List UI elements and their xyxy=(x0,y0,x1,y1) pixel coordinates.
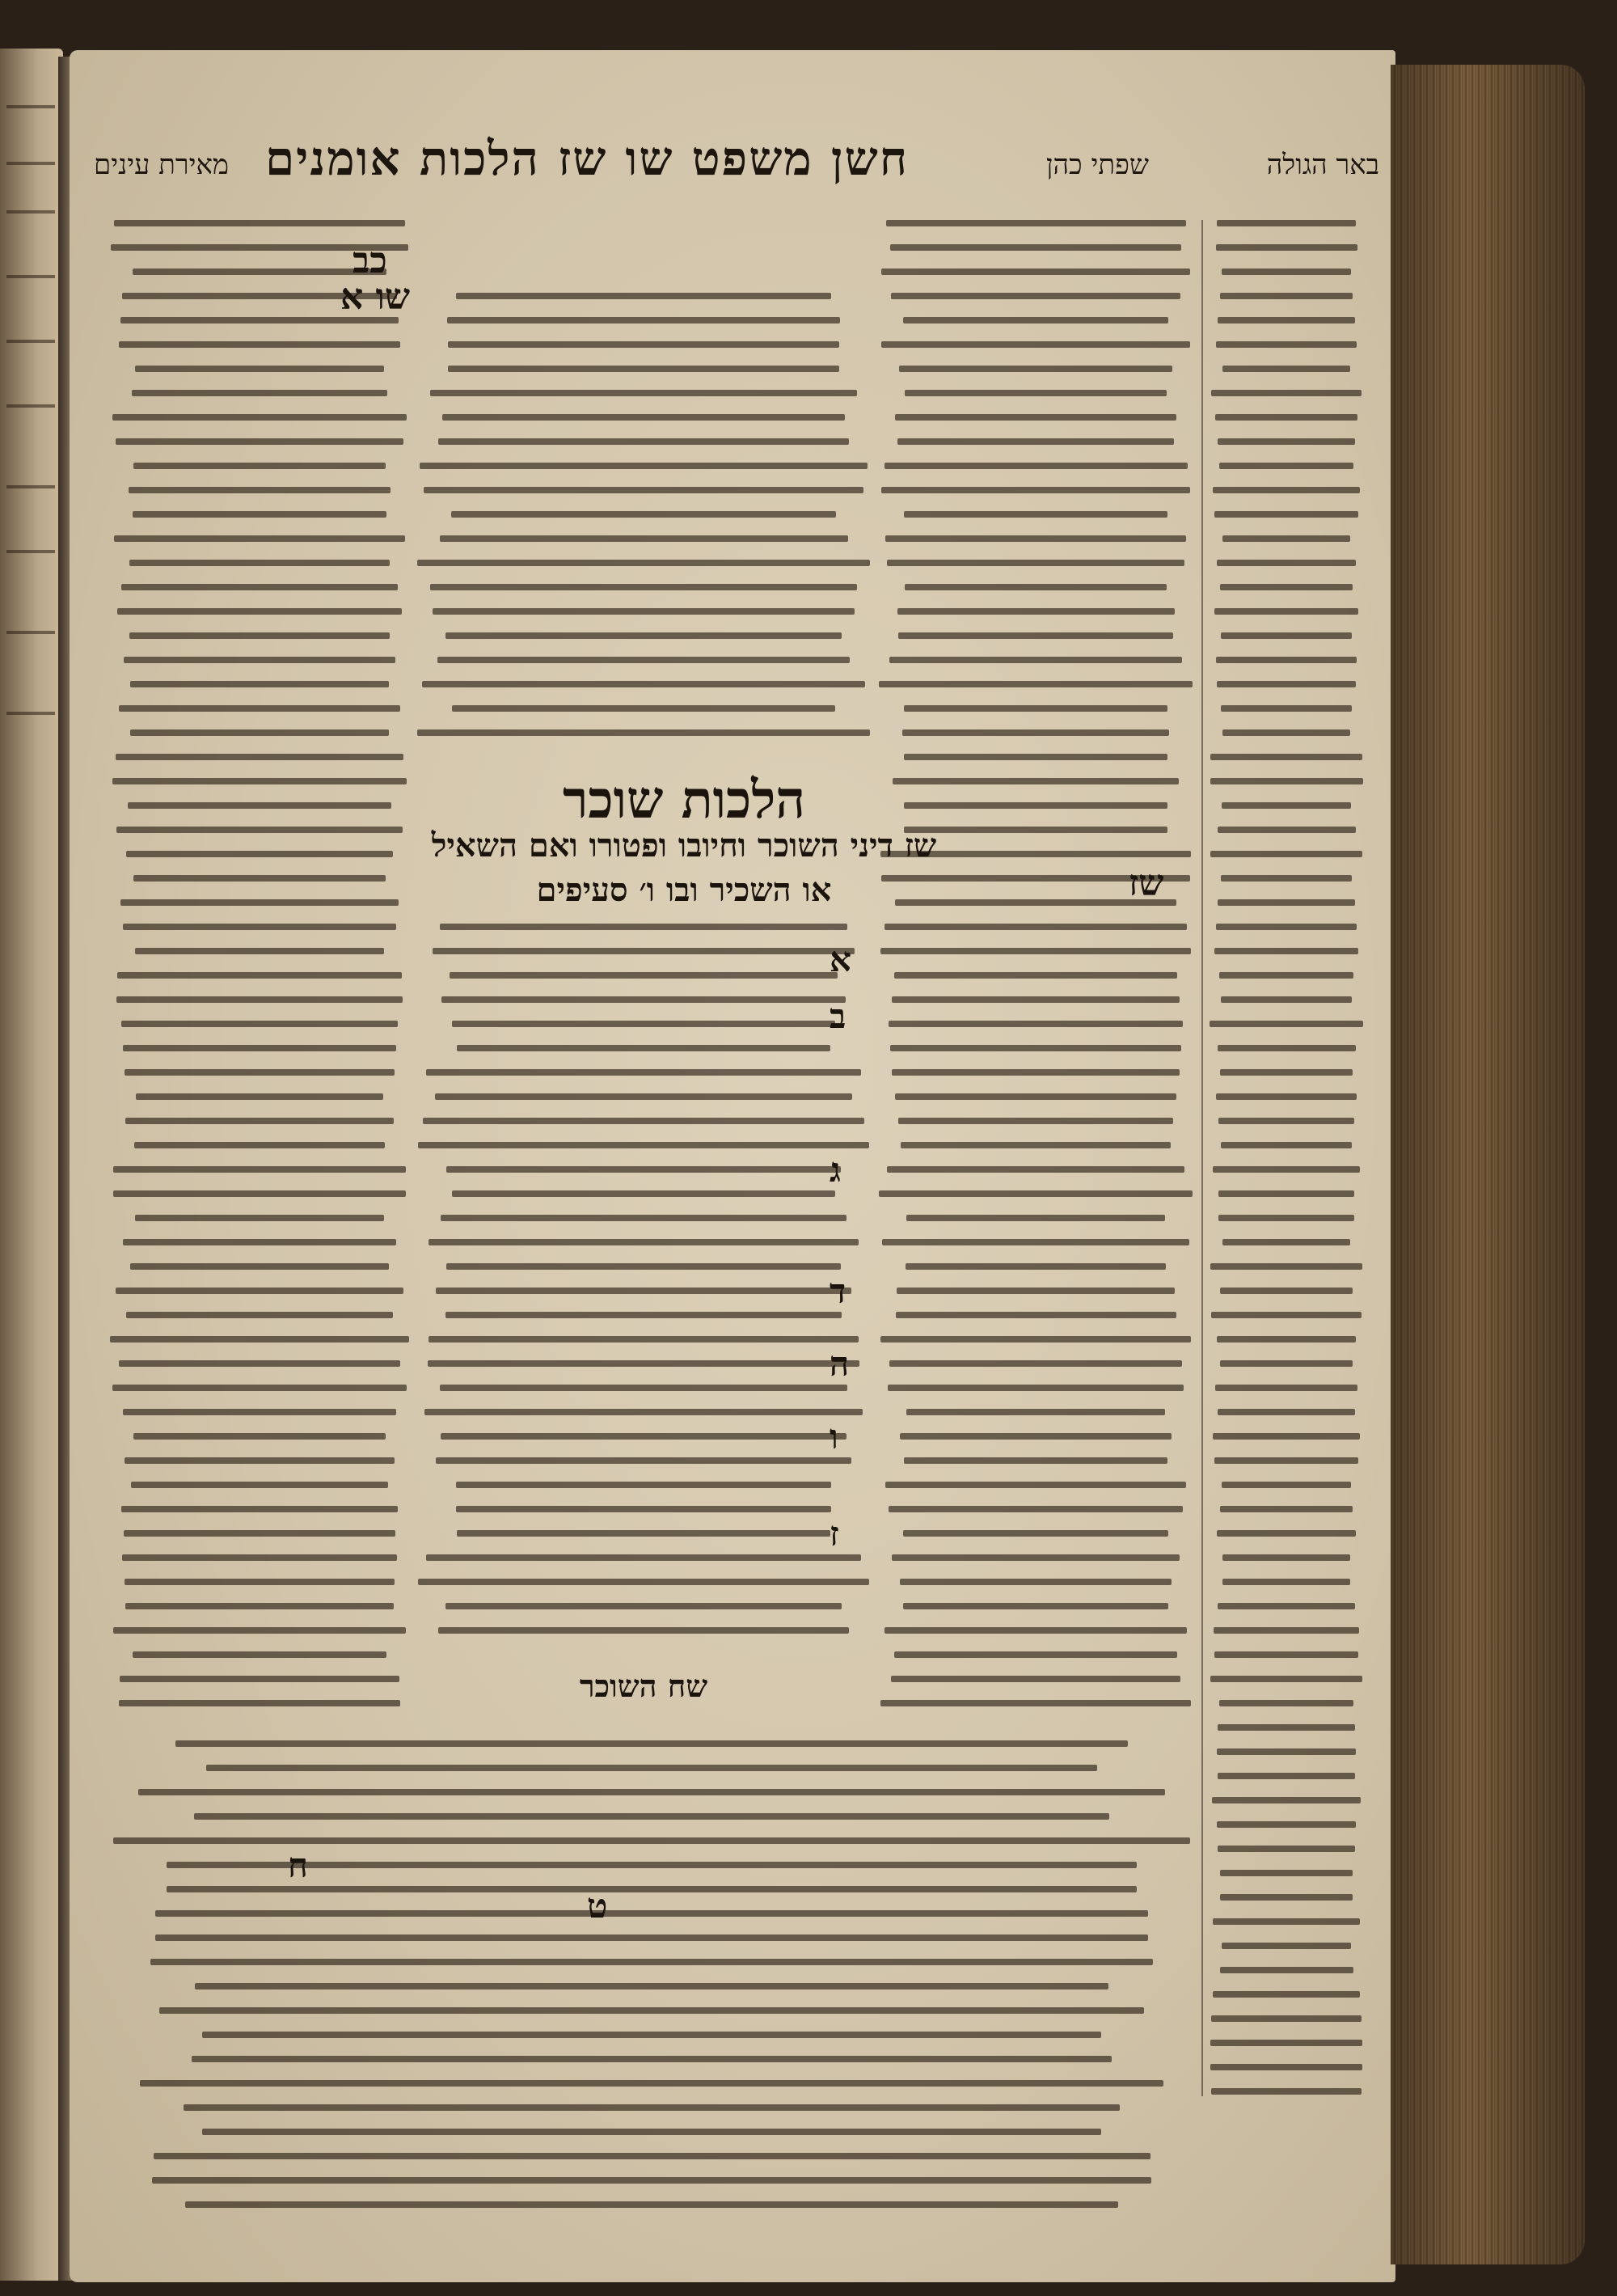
text-line xyxy=(885,535,1186,542)
text-line xyxy=(120,899,399,906)
text-line xyxy=(125,1457,395,1464)
text-line xyxy=(890,1045,1181,1051)
text-line xyxy=(457,1530,830,1537)
text-line xyxy=(130,1263,390,1270)
text-line xyxy=(903,1530,1167,1537)
text-line xyxy=(900,1579,1172,1585)
text-line xyxy=(897,608,1175,615)
text-line xyxy=(457,1045,830,1051)
text-line xyxy=(1216,657,1357,663)
sif-marker-chet: ח xyxy=(288,1846,308,1885)
text-line xyxy=(202,2129,1102,2135)
text-line xyxy=(436,1288,851,1294)
text-line xyxy=(159,2007,1143,2014)
text-line xyxy=(1211,1312,1362,1318)
text-line xyxy=(130,729,390,736)
text-line xyxy=(904,1457,1167,1464)
sif-marker-gimel: ג xyxy=(830,1150,841,1190)
sif-marker-alef: א xyxy=(830,940,851,979)
text-line xyxy=(1218,438,1355,445)
text-line xyxy=(438,1627,848,1634)
text-line xyxy=(898,1118,1173,1124)
text-line xyxy=(125,1069,395,1076)
text-line xyxy=(155,1934,1149,1941)
text-line xyxy=(1215,414,1357,421)
text-line xyxy=(433,948,855,954)
text-line xyxy=(1222,802,1351,809)
text-line xyxy=(880,948,1191,954)
text-line xyxy=(202,2032,1101,2038)
text-line xyxy=(882,1239,1190,1245)
text-line xyxy=(1218,1190,1354,1197)
text-line xyxy=(194,1813,1108,1820)
text-line xyxy=(1210,1021,1363,1027)
text-line xyxy=(429,1239,859,1245)
text-line xyxy=(904,754,1167,760)
siman-marker-kaf-bet: כב xyxy=(353,240,387,281)
text-line xyxy=(894,1651,1178,1658)
section-subtitle-line1: שז דיני השוכר וחיובו ופטורו ואם השאיל xyxy=(431,827,937,865)
text-line xyxy=(120,1676,399,1682)
text-line xyxy=(113,1627,406,1634)
text-line xyxy=(154,2153,1150,2159)
text-line xyxy=(900,1433,1172,1440)
text-line xyxy=(133,269,386,275)
text-line xyxy=(884,924,1188,930)
text-line xyxy=(418,1579,869,1585)
text-line xyxy=(897,1288,1174,1294)
sif-marker-vav: ו xyxy=(830,1417,838,1457)
text-line xyxy=(881,487,1189,493)
text-line xyxy=(437,657,849,663)
text-line xyxy=(893,778,1179,784)
text-line xyxy=(129,560,391,566)
text-line xyxy=(892,996,1179,1003)
text-line xyxy=(889,657,1182,663)
text-line xyxy=(113,1837,1191,1844)
text-line xyxy=(126,1312,393,1318)
text-line xyxy=(879,681,1193,687)
text-line xyxy=(1220,1288,1353,1294)
text-line xyxy=(447,317,840,323)
text-line xyxy=(1210,851,1362,857)
text-line xyxy=(906,1409,1165,1415)
text-line xyxy=(121,1021,397,1027)
text-line xyxy=(114,535,404,542)
text-line xyxy=(442,414,846,421)
text-line xyxy=(112,414,406,421)
text-line xyxy=(1220,1506,1352,1512)
text-line xyxy=(894,972,1176,979)
text-line xyxy=(436,1457,851,1464)
text-line xyxy=(1221,705,1352,712)
text-line xyxy=(1222,1554,1351,1561)
text-line xyxy=(1218,1409,1355,1415)
text-line xyxy=(116,827,403,833)
text-line xyxy=(450,972,838,979)
text-line xyxy=(133,1433,386,1440)
text-line xyxy=(1219,972,1353,979)
header-label-beer-hagolah: באר הגולה xyxy=(1266,149,1379,181)
text-line xyxy=(135,948,385,954)
text-line xyxy=(423,1118,865,1124)
text-line xyxy=(440,1385,846,1391)
text-line xyxy=(113,1166,406,1173)
text-line xyxy=(1211,2015,1361,2022)
text-line xyxy=(441,1433,847,1440)
text-line xyxy=(131,1482,388,1488)
siman-marker-top: שו א xyxy=(340,277,410,318)
text-line xyxy=(138,1789,1165,1795)
text-line xyxy=(112,1385,407,1391)
text-line xyxy=(902,729,1169,736)
text-line xyxy=(1216,244,1357,251)
text-line xyxy=(152,2177,1151,2184)
text-line xyxy=(1222,1239,1351,1245)
text-line xyxy=(124,1530,396,1537)
text-line xyxy=(133,463,386,469)
text-line xyxy=(448,366,840,372)
text-line xyxy=(904,511,1168,518)
text-line xyxy=(884,463,1188,469)
text-line xyxy=(898,632,1174,639)
text-line xyxy=(1218,1045,1356,1051)
text-line xyxy=(1220,1967,1353,1973)
text-line xyxy=(1220,1360,1353,1367)
text-line xyxy=(117,972,401,979)
text-line xyxy=(891,1676,1180,1682)
text-line xyxy=(452,1190,835,1197)
text-line xyxy=(441,1215,846,1221)
section-title: הלכות שוכר xyxy=(562,770,806,831)
text-line xyxy=(112,778,407,784)
text-line xyxy=(1214,608,1359,615)
text-line xyxy=(886,220,1186,226)
text-line xyxy=(1219,1700,1354,1706)
text-line xyxy=(133,511,387,518)
text-line xyxy=(1214,1627,1358,1634)
text-line xyxy=(119,705,401,712)
text-line xyxy=(441,996,846,1003)
text-line xyxy=(1221,1142,1351,1148)
text-line xyxy=(1214,1651,1358,1658)
text-line xyxy=(1218,1724,1356,1731)
text-line xyxy=(1220,1870,1353,1876)
text-line xyxy=(895,1093,1176,1100)
text-line xyxy=(130,681,389,687)
text-line xyxy=(1210,1263,1362,1270)
text-line xyxy=(901,1142,1171,1148)
text-line xyxy=(1212,1797,1361,1803)
text-line xyxy=(123,1239,397,1245)
text-line xyxy=(1222,1579,1349,1585)
text-line xyxy=(122,1554,396,1561)
text-line xyxy=(880,1336,1191,1343)
text-line xyxy=(896,1312,1176,1318)
text-line xyxy=(206,1765,1097,1771)
text-line xyxy=(905,390,1166,396)
text-line xyxy=(167,1862,1136,1868)
sif-marker-dalet: ד xyxy=(830,1271,846,1311)
text-line xyxy=(1222,269,1351,275)
text-line xyxy=(185,2201,1117,2208)
text-line xyxy=(1218,827,1356,833)
text-line xyxy=(135,1215,384,1221)
text-line xyxy=(887,560,1185,566)
next-siman-title: שח השוכר xyxy=(579,1668,708,1704)
text-line xyxy=(903,1603,1168,1609)
text-line xyxy=(1217,1821,1355,1828)
text-line xyxy=(1218,1846,1356,1852)
text-line xyxy=(184,2104,1120,2111)
text-line xyxy=(438,438,849,445)
text-line xyxy=(136,1093,383,1100)
text-line xyxy=(451,511,835,518)
text-line xyxy=(133,875,386,882)
text-line xyxy=(1218,1773,1356,1779)
text-line xyxy=(906,1215,1165,1221)
text-line xyxy=(881,269,1190,275)
text-line xyxy=(1219,463,1353,469)
text-line xyxy=(116,996,403,1003)
sif-marker-zayin: ז xyxy=(830,1514,839,1554)
text-line xyxy=(1222,366,1350,372)
text-line xyxy=(116,438,404,445)
text-line xyxy=(433,608,855,615)
text-line xyxy=(1217,1530,1355,1537)
text-line xyxy=(123,1045,396,1051)
text-line xyxy=(119,1700,400,1706)
text-line xyxy=(1218,1603,1355,1609)
text-line xyxy=(167,1886,1136,1892)
sif-marker-heh: ה xyxy=(830,1344,850,1384)
text-line xyxy=(420,463,868,469)
text-line xyxy=(1218,1215,1354,1221)
text-line xyxy=(892,1554,1180,1561)
text-line xyxy=(1214,1457,1358,1464)
text-line xyxy=(456,293,831,299)
text-line xyxy=(150,1959,1152,1965)
text-line xyxy=(1218,1118,1353,1124)
text-line xyxy=(175,1740,1127,1747)
text-line xyxy=(1221,996,1352,1003)
book-page xyxy=(70,50,1395,2282)
text-line xyxy=(456,1506,830,1512)
text-line xyxy=(1213,1991,1360,1998)
text-line xyxy=(1222,1943,1351,1949)
text-line xyxy=(133,1651,386,1658)
text-line xyxy=(1210,778,1363,784)
text-line xyxy=(110,1336,409,1343)
text-line xyxy=(114,220,405,226)
text-line xyxy=(1221,875,1352,882)
text-line xyxy=(899,366,1172,372)
text-line xyxy=(446,1166,842,1173)
text-line xyxy=(1210,2064,1362,2070)
text-line xyxy=(1213,1433,1360,1440)
text-line xyxy=(445,632,841,639)
text-line xyxy=(1222,535,1350,542)
text-line xyxy=(889,1506,1184,1512)
text-line xyxy=(140,2080,1163,2087)
text-line xyxy=(126,851,392,857)
text-line xyxy=(1220,584,1353,590)
text-line xyxy=(456,1482,831,1488)
meirat-einayim-column xyxy=(110,220,409,1724)
text-line xyxy=(135,366,384,372)
text-line xyxy=(1218,317,1356,323)
text-line xyxy=(119,1360,400,1367)
text-line xyxy=(128,802,391,809)
text-line xyxy=(1220,1894,1353,1901)
header-label-siftei-kohen: שפתי כהן xyxy=(1045,149,1149,181)
text-line xyxy=(195,1983,1108,1989)
page-header xyxy=(94,131,1379,204)
text-line xyxy=(891,293,1180,299)
text-line xyxy=(417,560,870,566)
text-line xyxy=(1221,632,1351,639)
text-line xyxy=(904,802,1168,809)
text-line xyxy=(1214,511,1358,518)
text-line xyxy=(1220,1069,1353,1076)
text-line xyxy=(1210,754,1362,760)
text-line xyxy=(1211,2088,1361,2095)
text-line xyxy=(895,414,1177,421)
sif-marker-bet: ב xyxy=(830,996,846,1036)
text-line xyxy=(1222,1482,1351,1488)
text-line xyxy=(125,1118,394,1124)
sif-marker-tet: ט xyxy=(587,1886,608,1926)
main-text-upper xyxy=(417,293,870,762)
text-line xyxy=(1210,2040,1363,2046)
text-line xyxy=(418,1142,869,1148)
text-line xyxy=(446,1263,842,1270)
text-line xyxy=(445,1312,842,1318)
text-line xyxy=(897,438,1173,445)
text-line xyxy=(445,1603,842,1609)
text-line xyxy=(890,244,1181,251)
text-line xyxy=(880,1700,1191,1706)
text-line xyxy=(1220,293,1353,299)
text-line xyxy=(426,1554,862,1561)
text-line xyxy=(119,341,399,348)
text-line xyxy=(429,1336,858,1343)
text-line xyxy=(1210,1676,1362,1682)
text-line xyxy=(129,487,391,493)
text-line xyxy=(889,1021,1182,1027)
text-line xyxy=(116,754,403,760)
text-line xyxy=(1213,1918,1359,1925)
text-line xyxy=(888,1385,1184,1391)
text-line xyxy=(192,2056,1112,2062)
text-line xyxy=(881,341,1190,348)
text-line xyxy=(134,1142,386,1148)
header-label-meirat-einayim: מאירת עינים xyxy=(94,149,230,181)
text-line xyxy=(132,390,387,396)
text-line xyxy=(1218,899,1355,906)
text-line xyxy=(1217,681,1356,687)
text-line xyxy=(430,390,858,396)
text-line xyxy=(1215,1385,1357,1391)
text-line xyxy=(124,657,395,663)
text-line xyxy=(155,1910,1148,1917)
text-line xyxy=(1217,1336,1356,1343)
text-line xyxy=(121,584,399,590)
text-line xyxy=(125,1603,393,1609)
text-line xyxy=(1217,220,1357,226)
bottom-commentary xyxy=(110,1740,1193,2242)
text-line xyxy=(430,584,858,590)
shach-commentary-column xyxy=(878,220,1193,1724)
text-line xyxy=(424,487,863,493)
text-line xyxy=(435,1093,853,1100)
beer-hagolah-column xyxy=(1210,220,1363,2096)
text-line xyxy=(1216,924,1357,930)
text-line xyxy=(428,1360,859,1367)
text-line xyxy=(1217,560,1357,566)
text-line xyxy=(440,924,847,930)
main-text-lower xyxy=(417,924,870,1651)
text-line xyxy=(904,705,1167,712)
text-line xyxy=(417,729,870,736)
text-line xyxy=(905,584,1167,590)
text-line xyxy=(1217,1748,1357,1755)
facing-page-edge xyxy=(0,49,63,2281)
text-line xyxy=(879,1190,1193,1197)
text-line xyxy=(1213,487,1361,493)
text-line xyxy=(123,924,397,930)
text-line xyxy=(889,1360,1182,1367)
text-line xyxy=(422,681,865,687)
text-line xyxy=(903,317,1168,323)
text-line xyxy=(1213,1166,1360,1173)
siman-marker-shz: שז xyxy=(1129,863,1164,904)
text-line xyxy=(129,632,390,639)
text-line xyxy=(424,1409,863,1415)
text-line xyxy=(120,317,399,323)
section-subtitle-line2: או השכיר ובו ו׳ סעיפים xyxy=(536,871,832,909)
text-line xyxy=(440,535,848,542)
text-line xyxy=(1222,729,1350,736)
text-line xyxy=(1214,948,1359,954)
text-line xyxy=(887,1166,1184,1173)
text-line xyxy=(452,1021,836,1027)
text-line xyxy=(117,608,403,615)
text-line xyxy=(1211,390,1362,396)
text-line xyxy=(452,705,835,712)
text-line xyxy=(121,1506,398,1512)
text-line xyxy=(906,1263,1167,1270)
text-line xyxy=(884,1627,1187,1634)
running-title: חשן משפט שו שז הלכות אומנים xyxy=(264,131,910,186)
text-line xyxy=(1216,341,1356,348)
text-line xyxy=(448,341,840,348)
text-line xyxy=(125,1579,395,1585)
text-line xyxy=(113,1190,406,1197)
text-line xyxy=(885,1482,1186,1488)
text-line xyxy=(892,1069,1180,1076)
text-line xyxy=(116,1288,403,1294)
text-line xyxy=(426,1069,860,1076)
text-line xyxy=(123,1409,396,1415)
text-line xyxy=(1216,1093,1357,1100)
